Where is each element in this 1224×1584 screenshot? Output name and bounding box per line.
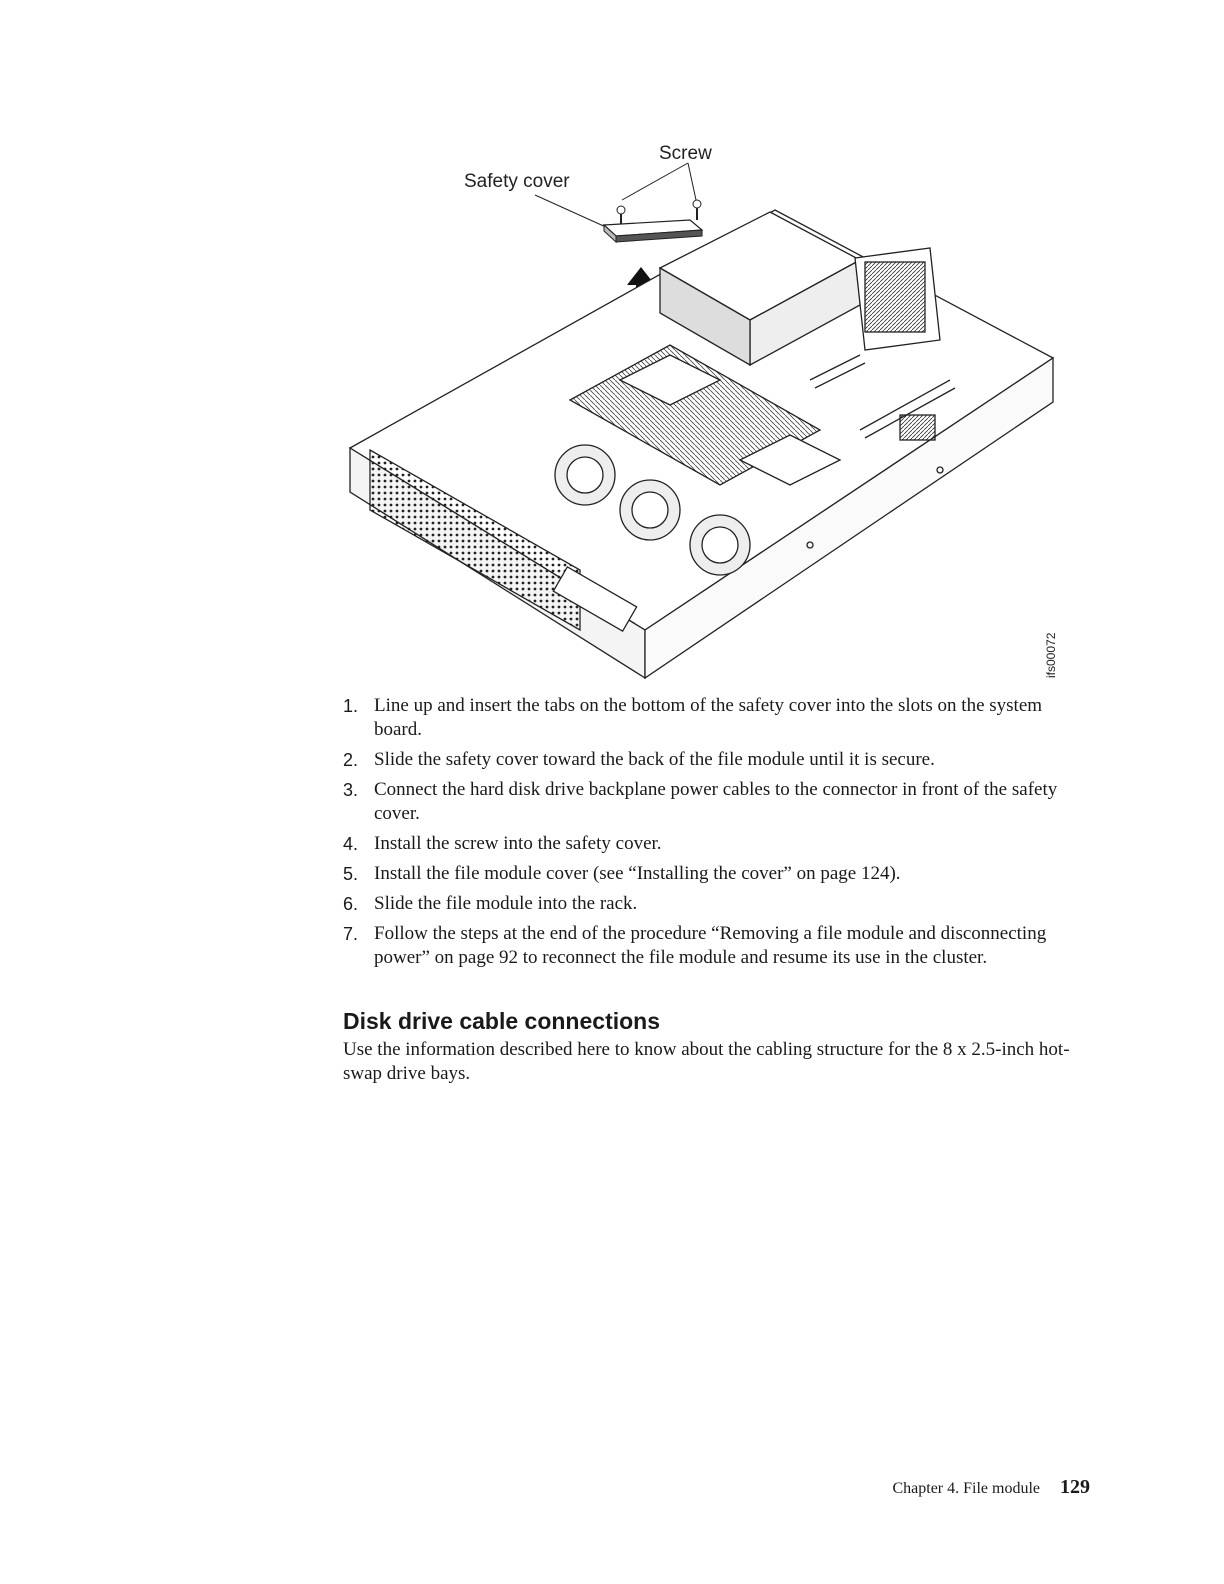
step-text: Follow the steps at the end of the procedure “Removing a file module and disconnecting power” on page 92 to reconnect the file module and resume its use in the cluster.	[374, 923, 1047, 968]
step-item	[343, 778, 1088, 826]
step-text: Install the screw into the safety cover.	[374, 833, 662, 854]
server-chassis	[350, 210, 1053, 678]
step-item	[343, 694, 1088, 742]
step-item	[343, 832, 1088, 856]
step-text: Slide the safety cover toward the back of the file module until it is secure.	[374, 749, 935, 770]
page-footer	[600, 1476, 1090, 1499]
section-intro: Use the information described here to know about the cabling structure for the 8 x 2.5-inch hot-swap drive bays.	[343, 1039, 1070, 1084]
figure-id: ifs00072	[1044, 632, 1058, 678]
step-number: 7.	[343, 924, 359, 944]
step-number: 4.	[343, 834, 359, 854]
step-text: Line up and insert the tabs on the bottom of the safety cover into the slots on the system board.	[374, 695, 1043, 740]
step-number: 6.	[343, 894, 359, 914]
callout-screw: Screw	[659, 143, 712, 164]
leader-safety-cover	[535, 195, 608, 228]
step-number: 3.	[343, 780, 359, 800]
step-text: Install the file module cover (see “Installing the cover” on page 124).	[374, 863, 901, 884]
step-number: 5.	[343, 864, 359, 884]
step-item	[343, 862, 1088, 886]
chapter-title: Chapter 4. File module	[892, 1480, 1040, 1497]
callout-safety-cover: Safety cover	[464, 171, 570, 192]
leader-screw-right	[688, 163, 696, 200]
step-text: Connect the hard disk drive backplane power cables to the connector in front of the safety cover.	[374, 779, 1058, 824]
step-item	[343, 748, 1088, 772]
leader-screw-left	[622, 163, 688, 200]
step-number: 1.	[343, 696, 359, 716]
page-number: 129	[1060, 1476, 1090, 1498]
section-heading: Disk drive cable connections	[343, 1008, 661, 1034]
safety-cover-illustration	[340, 130, 1070, 685]
procedure-steps	[343, 694, 1088, 976]
step-text: Slide the file module into the rack.	[374, 893, 638, 914]
server-diagram	[340, 130, 1070, 685]
step-item	[343, 922, 1088, 970]
step-number: 2.	[343, 750, 359, 770]
step-item	[343, 892, 1088, 916]
safety-cover-part	[604, 200, 702, 242]
